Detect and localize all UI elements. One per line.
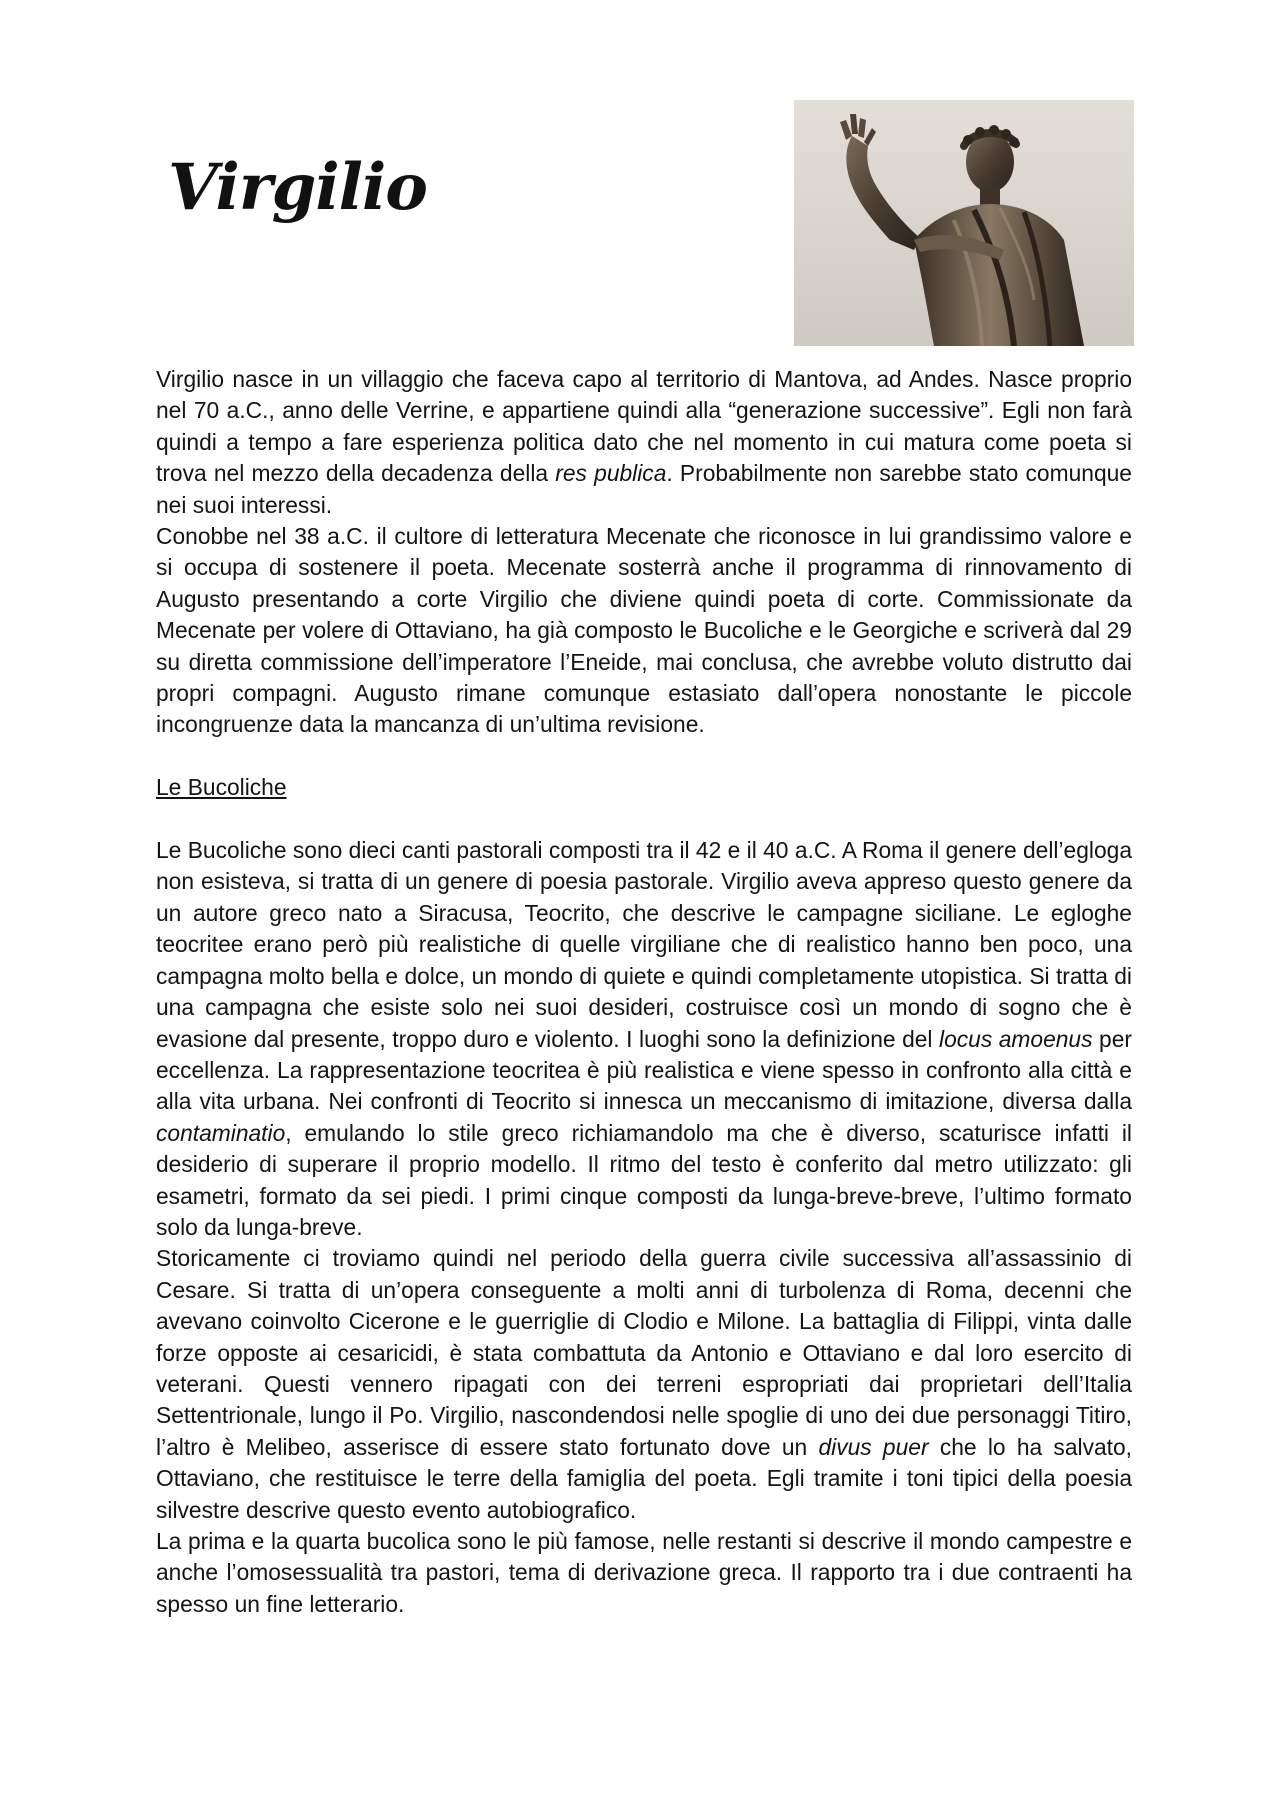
body-text bbox=[156, 364, 1132, 1620]
bucoliche-paragraph-2: Storicamente ci troviamo quindi nel periodo della guerra civile successiva all’assassinio di Cesare. Si tratta di un’opera conseguente a molti anni di turbolenza di Roma, decenni che avevano coinvolto Cicerone e le guerriglie di Clodio e Milone. La battaglia di Filippi, vinta dalle forze opposte ai cesaricidi, è stata combattuta da Antonio e Ottaviano e dal loro esercito di veterani. Questi vennero ripagati con dei terreni espropriati dai proprietari dell’Italia Settentrionale, lungo il Po. Virgilio, nascondendosi nelle spoglie di uno dei due personaggi Titiro, l’altro è Melibeo, asserisce di essere stato fortunato dove un divus puer che lo ha salvato, Ottaviano, che restituisce le terre della famiglia del poeta. Egli tramite i toni tipici della poesia silvestre descrive questo evento autobiografico. bbox=[156, 1245, 1132, 1523]
bucoliche-paragraph-3: La prima e la quarta bucolica sono le più famose, nelle restanti si descrive il mondo campestre e anche l’omosessualità tra pastori, tema di derivazione greca. Il rapporto tra i due contraenti ha spesso un fine letterario. bbox=[156, 1528, 1132, 1617]
statue-illustration bbox=[794, 100, 1134, 346]
emphasis-res-publica: res publica bbox=[555, 460, 667, 487]
spacer bbox=[156, 741, 1132, 772]
virgil-statue-image bbox=[794, 100, 1134, 346]
section-heading-bucoliche: Le Bucoliche bbox=[156, 774, 287, 801]
emphasis-contaminatio: contaminatio bbox=[156, 1119, 286, 1146]
document-title: Virgilio bbox=[168, 150, 427, 225]
intro-paragraph-1: Virgilio nasce in un villaggio che faceva capo al territorio di Mantova, ad Andes. Nasce proprio nel 70 a.C., anno delle Verrine, e appartiene quindi alla “generazione successive”. Egli non farà quindi a tempo a fare esperienza politica dato che nel momento in cui matura come poeta si trova nel mezzo della decadenza della res publica. Probabilmente non sarebbe stato comunque nei suoi interessi. bbox=[156, 366, 1132, 518]
bucoliche-paragraph-1: Le Bucoliche sono dieci canti pastorali composti tra il 42 e il 40 a.C. A Roma il genere dell’egloga non esisteva, si tratta di un genere di poesia pastorale. Virgilio aveva appreso questo genere da un autore greco nato a Siracusa, Teocrito, che descrive le campagne siciliane. Le egloghe teocritee erano però più realistiche di quelle virgiliane che di realistico hanno ben poco, una campagna molto bella e dolce, un mondo di quiete e quindi completamente utopistica. Si tratta di una campagna che esiste solo nei suoi desideri, costruisce così un mondo di sogno che è evasione dal presente, troppo duro e violento. I luoghi sono la definizione del locus amoenus per eccellenza. La rappresentazione teocritea è più realistica e viene spesso in confronto alla città e alla vita urbana. Nei confronti di Teocrito si innesca un meccanismo di imitazione, diversa dalla contaminatio, emulando lo stile greco richiamandolo ma che è diverso, scaturisce infatti il desiderio di superare il proprio modello. Il ritmo del testo è conferito dal metro utilizzato: gli esametri, formato da sei piedi. I primi cinque composti da lunga-breve-breve, l’ultimo formato solo da lunga-breve. bbox=[156, 837, 1132, 1240]
emphasis-divus-puer: divus puer bbox=[818, 1433, 929, 1460]
emphasis-locus-amoenus: locus amoenus bbox=[939, 1025, 1093, 1052]
spacer bbox=[156, 804, 1132, 835]
intro-paragraph-2: Conobbe nel 38 a.C. il cultore di letteratura Mecenate che riconosce in lui grandissimo valore e si occupa di sostenere il poeta. Mecenate sosterrà anche il programma di rinnovamento di Augusto presentando a corte Virgilio che diviene quindi poeta di corte. Commissionate da Mecenate per volere di Ottaviano, ha già composto le Bucoliche e le Georgiche e scriverà dal 29 su diretta commissione dell’imperatore l’Eneide, mai conclusa, che avrebbe voluto distrutto dai propri compagni. Augusto rimane comunque estasiato dall’opera nonostante le piccole incongruenze data la mancanza di un’ultima revisione. bbox=[156, 523, 1132, 738]
